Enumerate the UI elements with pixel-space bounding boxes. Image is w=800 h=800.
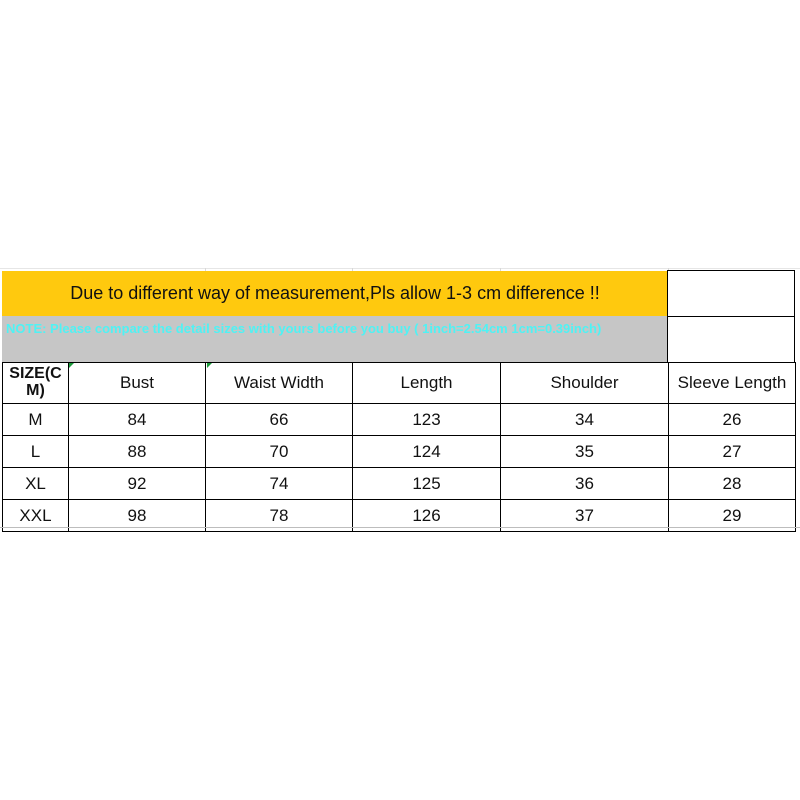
conversion-note: NOTE: Please compare the detail sizes with yours before you buy ( 1inch=2.54cm 1cm=0.39inch) xyxy=(2,316,668,362)
waist-width-cell: 78 xyxy=(206,500,353,532)
size-table xyxy=(2,362,796,532)
shoulder-cell: 37 xyxy=(501,500,669,532)
sleeve-length-cell: 28 xyxy=(669,468,796,500)
waist-width-cell: 70 xyxy=(206,436,353,468)
cell-comment-marker xyxy=(207,363,212,368)
size-cell: L xyxy=(3,436,69,468)
length-cell: 123 xyxy=(353,404,501,436)
bust-cell: 88 xyxy=(69,436,206,468)
empty-cell xyxy=(667,270,795,317)
column-header-bust: Bust xyxy=(69,363,206,404)
shoulder-cell: 36 xyxy=(501,468,669,500)
sleeve-length-cell: 27 xyxy=(669,436,796,468)
column-header-length: Length xyxy=(353,363,501,404)
bust-cell: 98 xyxy=(69,500,206,532)
table-header-row xyxy=(3,363,796,404)
length-cell: 125 xyxy=(353,468,501,500)
size-cell: XXL xyxy=(3,500,69,532)
size-cell: M xyxy=(3,404,69,436)
table-row xyxy=(3,404,796,436)
table-row xyxy=(3,468,796,500)
column-header-waist-width: Waist Width xyxy=(206,363,353,404)
shoulder-cell: 35 xyxy=(501,436,669,468)
gridline xyxy=(0,527,800,528)
waist-width-cell: 74 xyxy=(206,468,353,500)
table-row xyxy=(3,436,796,468)
length-cell: 126 xyxy=(353,500,501,532)
column-header-size: SIZE(CM) xyxy=(3,363,69,404)
empty-cell xyxy=(667,316,795,363)
measurement-disclaimer-banner: Due to different way of measurement,Pls allow 1-3 cm difference !! xyxy=(2,271,668,316)
waist-width-cell: 66 xyxy=(206,404,353,436)
gridline xyxy=(0,268,800,269)
size-cell: XL xyxy=(3,468,69,500)
column-header-shoulder: Shoulder xyxy=(501,363,669,404)
bust-cell: 92 xyxy=(69,468,206,500)
length-cell: 124 xyxy=(353,436,501,468)
shoulder-cell: 34 xyxy=(501,404,669,436)
sleeve-length-cell: 26 xyxy=(669,404,796,436)
column-header-sleeve-length: Sleeve Length xyxy=(669,363,796,404)
sleeve-length-cell: 29 xyxy=(669,500,796,532)
cell-comment-marker xyxy=(69,363,74,368)
bust-cell: 84 xyxy=(69,404,206,436)
